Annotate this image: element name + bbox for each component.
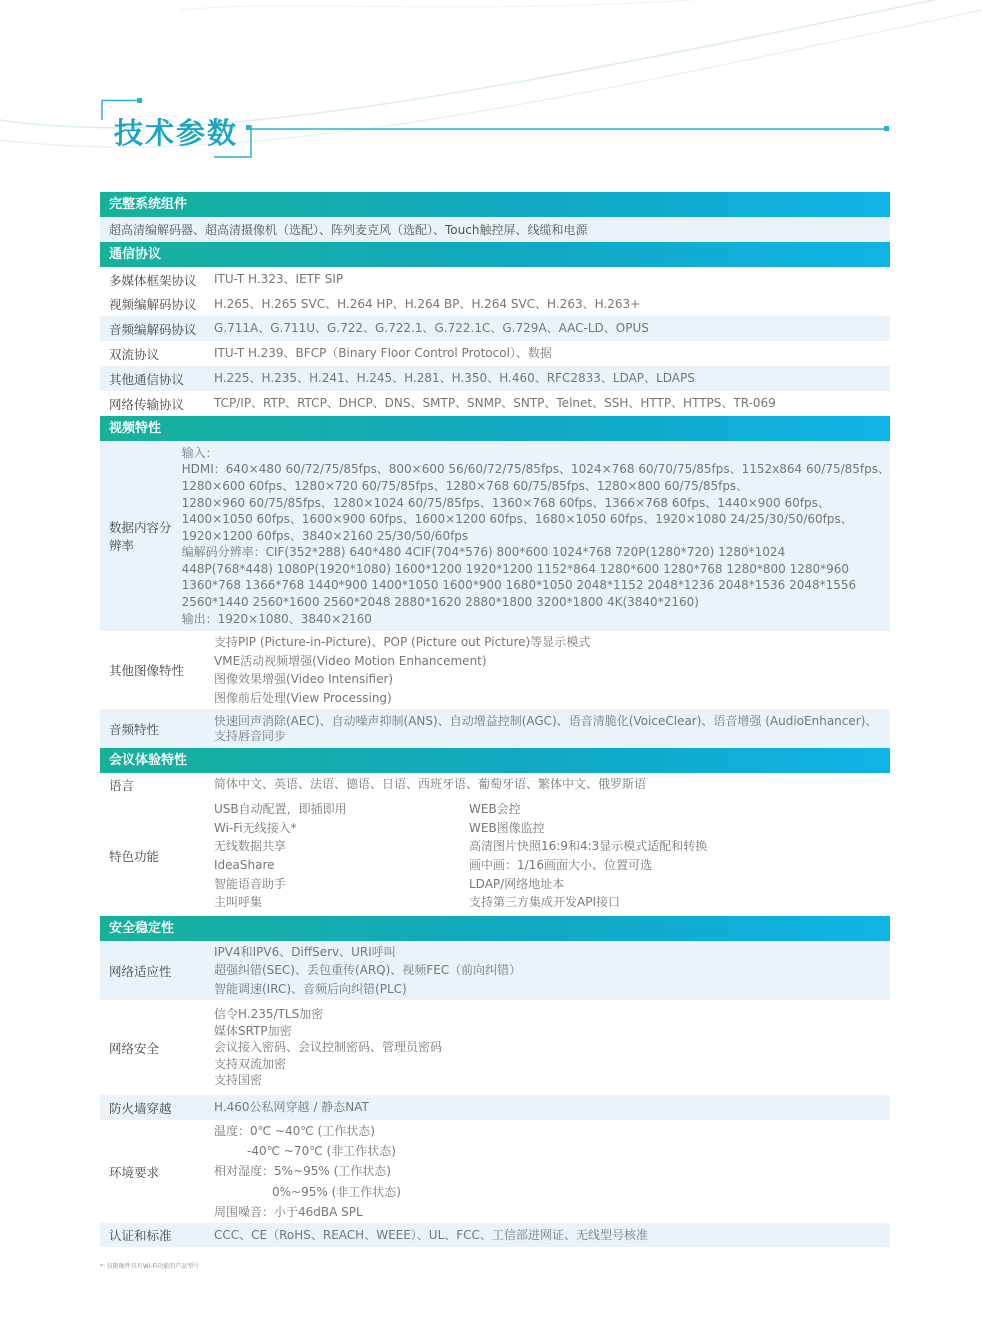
row-value: TCP/IP、RTP、RTCP、DHCP、DNS、SMTP、SNMP、SNTP、Telnet、SSH、HTTP、HTTPS、TR-069 <box>214 396 776 411</box>
table-row <box>100 316 890 341</box>
table-row <box>100 341 890 366</box>
text-line: -40℃ ~70℃ (非工作状态) <box>247 1144 396 1159</box>
row-key: 多媒体框架协议 <box>109 272 197 288</box>
text-line: 媒体SRTP加密 <box>214 1023 292 1038</box>
text-line: VME活动视频增强(Video Motion Enhancement) <box>214 653 487 668</box>
text-line: 1280×960 60/75/85fps、1280×1024 60/75/85fps、1360×768 60fps、1366×768 60fps、1440×900 60fps、 <box>181 495 830 510</box>
page-title: 技术参数 <box>114 116 239 150</box>
list-item: Wi-Fi无线接入* <box>214 820 297 835</box>
net-adapt-values <box>214 943 890 999</box>
list-item: WEB图像监控 <box>469 820 545 835</box>
list-item: 无线数据共享 <box>214 839 287 854</box>
text-line: 支持双流加密 <box>214 1056 287 1071</box>
list-item: 支持第三方集成开发API接口 <box>469 895 620 910</box>
language-row <box>100 773 890 796</box>
table-row <box>100 366 890 391</box>
image-features-row <box>100 631 890 709</box>
text-line: 超强纠错(SEC)、丢包重传(ARQ)、视频FEC（前向纠错） <box>214 963 522 978</box>
row-key: 音频特性 <box>109 721 160 737</box>
text-line: 1400×1050 60fps、1600×900 60fps、1600×1200 60fps、1680×1050 60fps、1920×1080 24/25/30/50/60fps、 <box>181 512 853 527</box>
list-item: 智能语音助手 <box>214 876 287 891</box>
features-row <box>100 796 890 916</box>
row-key: 网络传输协议 <box>109 396 185 412</box>
text-line: 支持国密 <box>214 1073 263 1088</box>
text-line: 智能调速(IRC)、音频后向纠错(PLC) <box>214 981 407 996</box>
row-key: 视频编解码协议 <box>109 297 197 312</box>
text-line: 2560*1440 2560*1600 2560*2048 2880*1620 2880*1800 3200*1800 4K(3840*2160) <box>181 595 699 610</box>
footnote: *: 仅限硬件具有Wi-Fi功能的产品型号 <box>100 1263 200 1270</box>
row-value: ITU-T H.239、BFCP（Binary Floor Control Protocol）、数据 <box>214 346 552 361</box>
text-line: 1920×1200 60fps、3840×2160 25/30/50/60fps <box>181 528 469 543</box>
text-line: 温度：0℃ ~40℃ (工作状态) <box>214 1123 375 1138</box>
row-key: 语言 <box>109 777 135 793</box>
text-line: 支持PIP (Picture-in-Picture)、POP (Picture out Picture)等显示模式 <box>214 635 591 649</box>
table-row <box>100 292 890 316</box>
net-security-values <box>214 1006 890 1089</box>
row-value: CCC、CE（RoHS、REACH、WEEE）、UL、FCC、工信部进网证、无线型号核准 <box>214 1227 648 1242</box>
net-security-row <box>100 1000 890 1095</box>
section-header-video: 视频特性 <box>100 416 890 441</box>
row-key: 环境要求 <box>109 1164 160 1180</box>
row-key: 音频编解码协议 <box>109 321 197 337</box>
row-value: H.460公私网穿越 / 静态NAT <box>214 1100 369 1115</box>
list-item: 高清图片快照16:9和4:3显示模式适配和转换 <box>469 839 708 854</box>
resolution-row <box>100 441 890 631</box>
list-item: IdeaShare <box>214 858 275 872</box>
environment-values <box>214 1121 890 1222</box>
features-col-2 <box>469 800 890 912</box>
text-line: 输入： <box>181 445 218 460</box>
list-item: WEB会控 <box>469 802 521 817</box>
net-adapt-row <box>100 941 890 1000</box>
section-header-protocols: 通信协议 <box>100 242 890 267</box>
text-line: HDMI：640×480 60/72/75/85fps、800×600 56/60/72/75/85fps、1024×768 60/70/75/85fps、1152x864 60/75/85fps、 <box>181 462 890 477</box>
text-line: IPV4和IPV6、DiffServ、URI呼叫 <box>214 944 396 959</box>
text-line: 输出：1920×1080、3840×2160 <box>181 611 372 626</box>
row-key: 数据内容分辨率 <box>109 520 172 553</box>
list-item: USB自动配置，即插即用 <box>214 802 347 817</box>
features-col-1 <box>214 800 469 912</box>
list-item: 画中画：1/16画面大小、位置可选 <box>469 858 652 872</box>
row-value: H.225、H.235、H.241、H.245、H.281、H.350、H.460、RFC2833、LDAP、LDAPS <box>214 371 695 386</box>
text-line: 编解码分辨率：CIF(352*288) 640*480 4CIF(704*576) 800*600 1024*768 720P(1280*720) 1280*1024 <box>181 545 786 560</box>
certification-row <box>100 1223 890 1247</box>
text-line: 周围噪音：小于46dBA SPL <box>214 1204 363 1219</box>
row-value: H.265、H.265 SVC、H.264 HP、H.264 BP、H.264 SVC、H.263、H.263+ <box>214 296 641 311</box>
features-values <box>214 800 890 912</box>
text-line: 支持唇音同步 <box>214 728 287 743</box>
row-key: 双流协议 <box>109 346 160 362</box>
environment-row <box>100 1120 890 1223</box>
row-key: 网络适应性 <box>109 963 172 979</box>
text-line: 0%~95% (非工作状态) <box>272 1184 401 1199</box>
spec-table <box>100 192 890 1247</box>
section-header-security: 安全稳定性 <box>100 916 890 941</box>
text-line: 信令H.235/TLS加密 <box>214 1007 324 1022</box>
list-item: LDAP/网络地址本 <box>469 876 565 891</box>
row-key: 网络安全 <box>109 1040 160 1056</box>
text-line: 448P(768*448) 1080P(1920*1080) 1600*1200 1920*1200 1152*864 1280*600 1280*768 1280*800 1280*960 <box>181 561 850 576</box>
text-line: 图像前后处理(View Processing) <box>214 690 392 705</box>
table-row <box>100 267 890 292</box>
row-key: 认证和标准 <box>109 1228 172 1243</box>
row-key: 其他通信协议 <box>109 371 185 387</box>
text-line: 图像效果增强(Video Intensifier) <box>214 672 394 686</box>
resolution-values <box>182 445 890 628</box>
section-header-meeting: 会议体验特性 <box>100 748 890 773</box>
system-components-text: 超高清编解码器、超高清摄像机（选配）、阵列麦克风（选配）、Touch触控屏、线缆和电源 <box>109 223 588 237</box>
text-line: 快速回声消除(AEC)、自动噪声抑制(ANS)、自动增益控制(AGC)、语音清脆化(VoiceClear)、语音增强 (AudioEnhancer)、 <box>214 713 878 728</box>
row-key: 其他图像特性 <box>109 663 185 678</box>
row-key: 防火墙穿越 <box>109 1100 172 1116</box>
text-line: 1360*768 1366*768 1440*900 1400*1050 1600*900 1680*1050 2048*1152 2048*1236 2048*1536 2048*1556 <box>181 578 857 593</box>
row-value: ITU-T H.323、IETF SIP <box>214 272 344 287</box>
audio-features-row <box>100 709 890 748</box>
row-value: G.711A、G.711U、G.722、G.722.1、G.722.1C、G.729A、AAC-LD、OPUS <box>214 321 649 336</box>
page-title-block <box>100 98 892 160</box>
table-row <box>100 391 890 416</box>
row-key: 特色功能 <box>109 849 160 864</box>
firewall-row <box>100 1095 890 1120</box>
text-line: 相对湿度：5%~95% (工作状态) <box>214 1164 391 1179</box>
image-features-values <box>214 633 890 707</box>
text-line: 会议接入密码、会议控制密码、管理员密码 <box>214 1040 443 1055</box>
system-components-row <box>100 217 890 242</box>
row-value: 简体中文、英语、法语、德语、日语、西班牙语、葡萄牙语、繁体中文、俄罗斯语 <box>214 777 647 792</box>
text-line: 1280×600 60fps、1280×720 60/75/85fps、1280×768 60/75/85fps、1280×800 60/75/85fps、 <box>181 478 749 493</box>
section-header-system: 完整系统组件 <box>100 192 890 217</box>
list-item: 主叫呼集 <box>214 895 263 910</box>
audio-features-values <box>214 714 890 744</box>
